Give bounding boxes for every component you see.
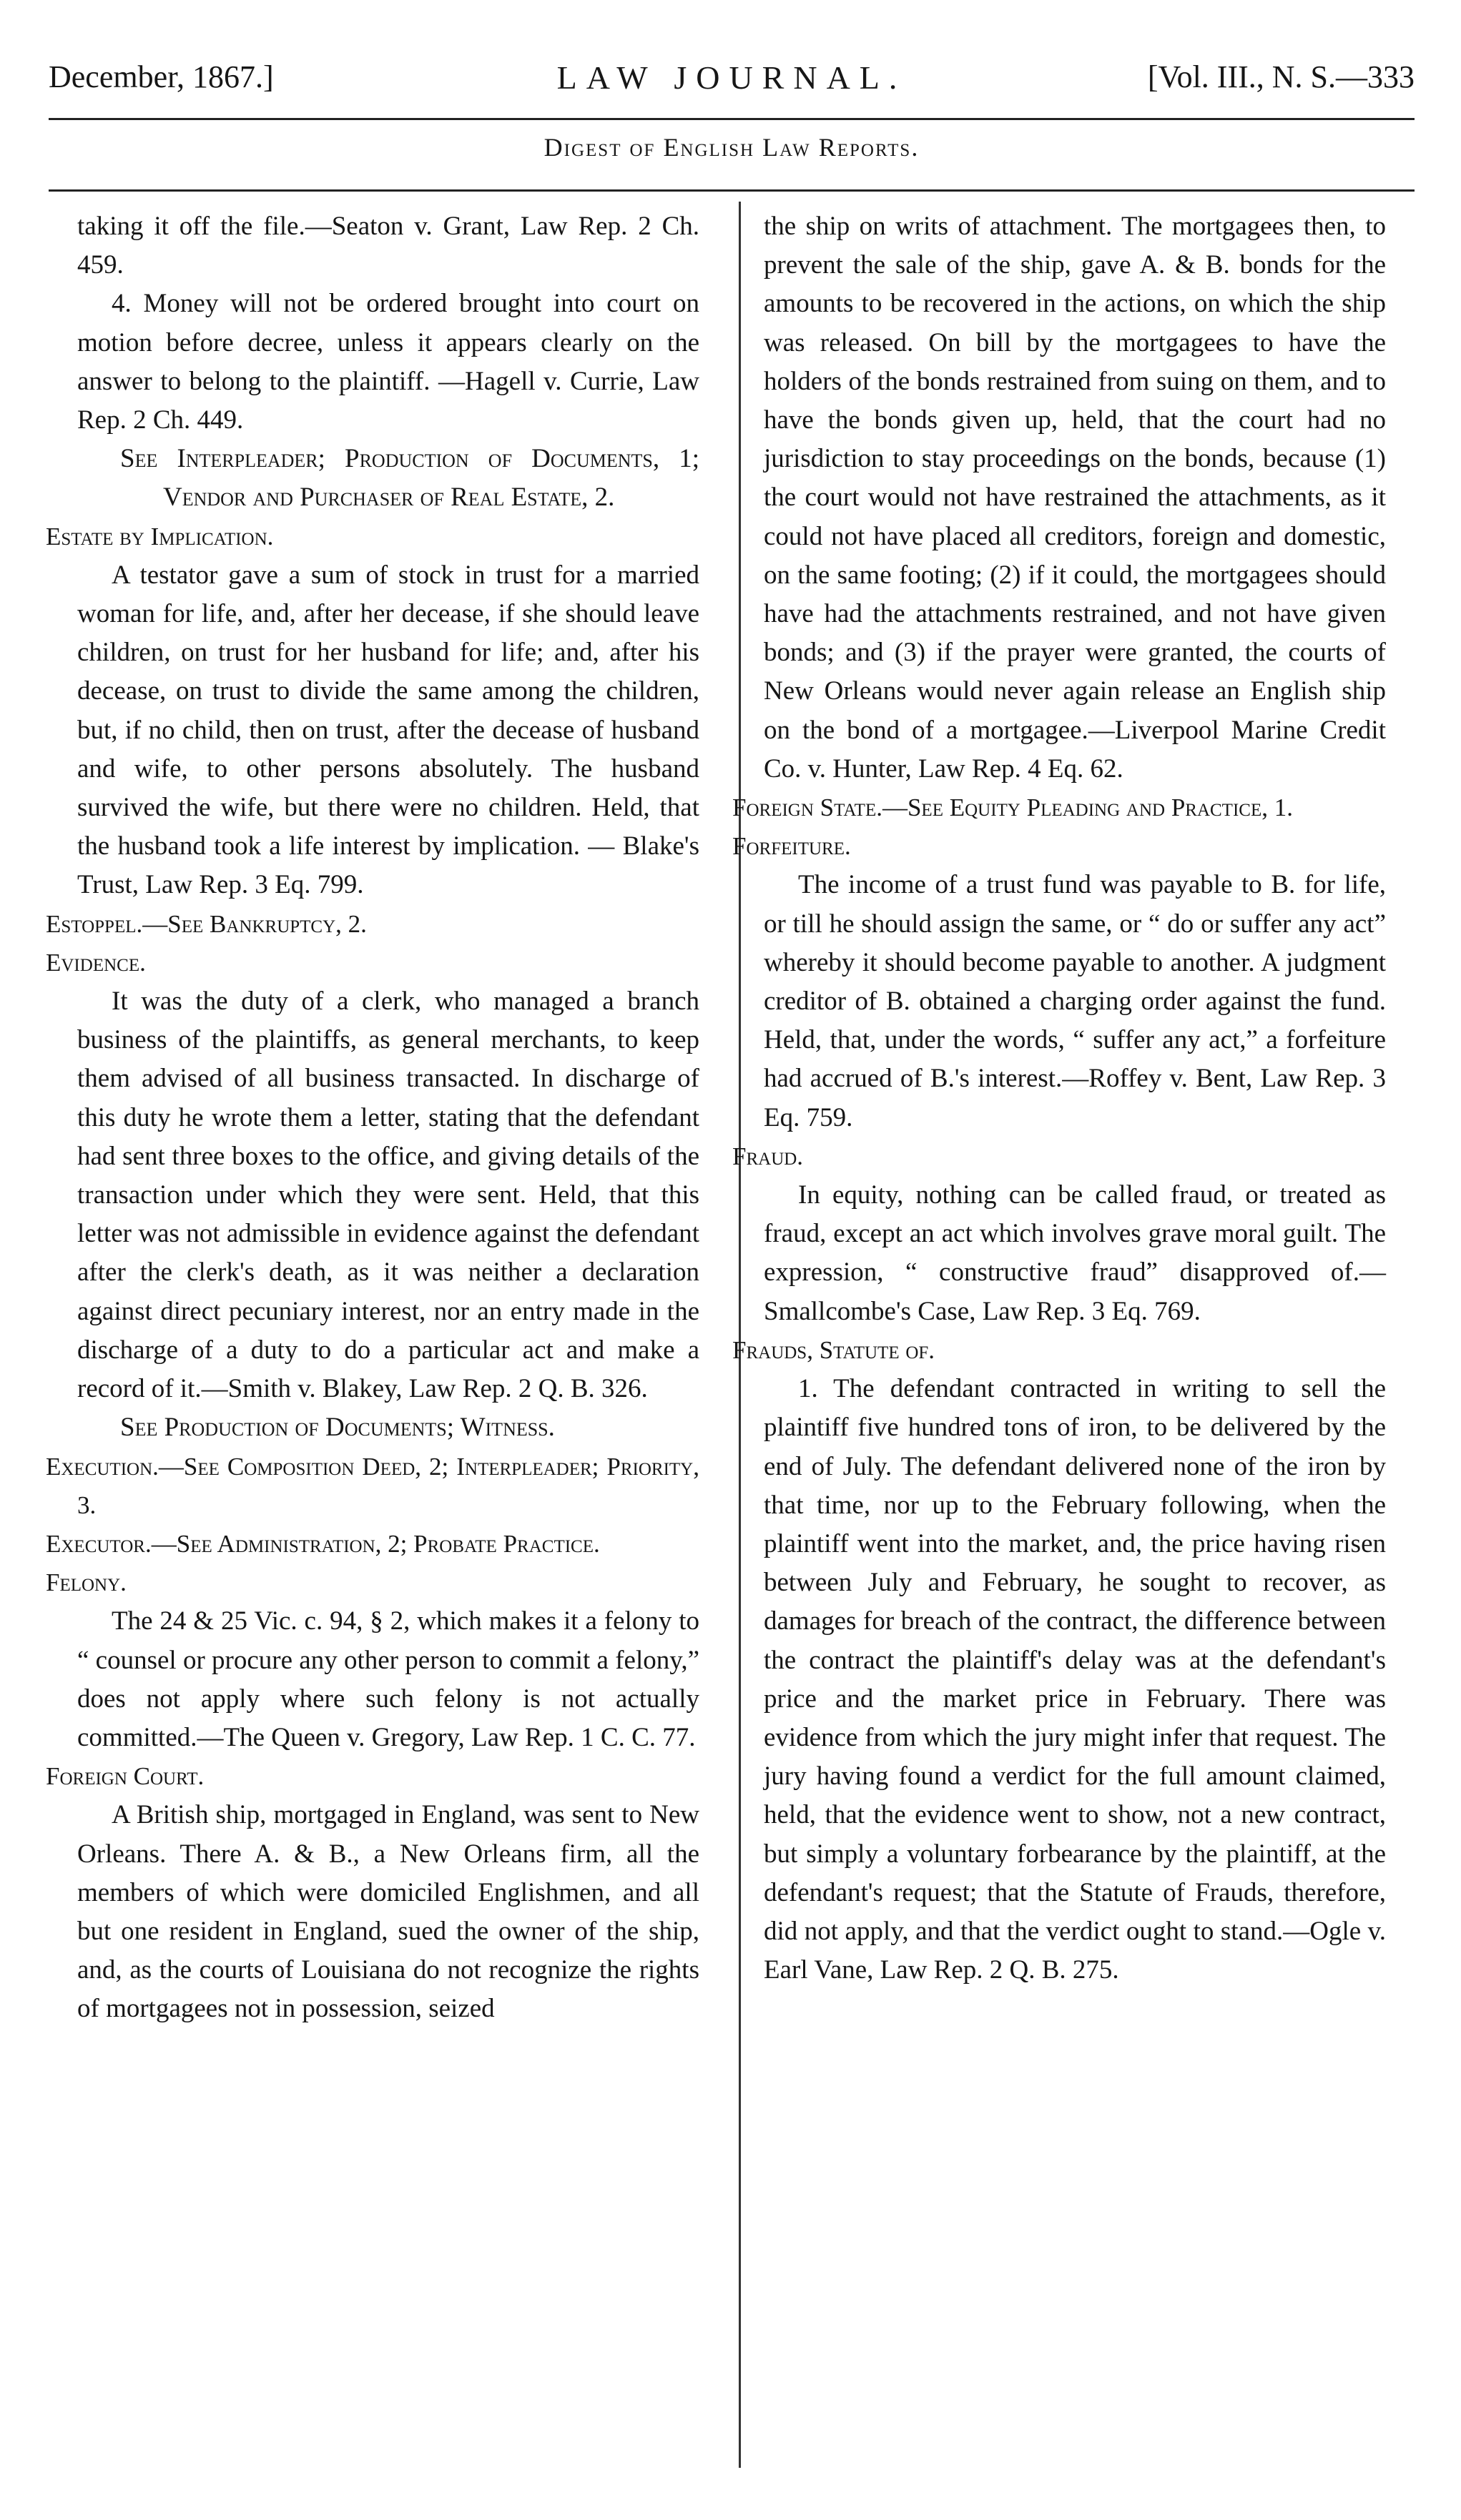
left-cross-reference: See Interpleader; Production of Documents, 1; Vendor and Purchaser of Real Estate, 2.: [120, 444, 699, 513]
header-volume: [Vol. III., N. S.—333: [1147, 59, 1415, 94]
right-heading: Fraud.: [732, 1142, 804, 1170]
header-rule: [49, 118, 1415, 120]
right-paragraph: The income of a trust fund was payable to B. for life, or till he should assign the same, or “ do or suffer any act” whereby it should become payable to another. A judgment creditor of B. obtained a charging order against the fund. Held, that, under the words, “ suffer any act,” a forfeiture had accrued of B.'s interest.—Roffey v. Bent, Law Rep. 3 Eq. 759.: [764, 870, 1386, 1132]
page: [46, 43, 1415, 2488]
right-column: [732, 207, 1386, 1990]
right-heading: Foreign State.—See Equity Pleading and Practice, 1.: [732, 794, 1293, 822]
left-paragraph: The 24 & 25 Vic. c. 94, § 2, which makes it a felony to “ counsel or procure any other person to commit a felony,” does not apply where such felony is not actually committed.—The Queen v. Gregory, Law Rep. 1 C. C. 77.: [77, 1606, 699, 1752]
left-heading: Evidence.: [46, 948, 146, 977]
left-heading: Executor.—See Administration, 2; Probate Practice.: [46, 1529, 600, 1558]
digest-title: Digest of English Law Reports.: [543, 133, 920, 162]
left-heading: Estate by Implication.: [46, 522, 274, 550]
right-paragraph: In equity, nothing can be called fraud, or treated as fraud, except an act which involves grave moral guilt. The expression, “ constructive fraud” disapproved of.—Smallcombe's Case, Law Rep. 3 Eq. 769.: [764, 1180, 1386, 1326]
left-heading: Estoppel.—See Bankruptcy, 2.: [46, 909, 367, 938]
left-paragraph: It was the duty of a clerk, who managed a branch business of the plaintiffs, as general merchants, to keep them advised of all business transacted. In discharge of this duty he wrote them a letter, stating that the defendant had sent three boxes to the office, and giving details of the transaction under which they were sent. Held, that this letter was not admissible in evidence against the defendant after the clerk's death, as it was neither a declaration against direct pecuniary interest, nor an entry made in the discharge of a duty to do a particular act and make a record of it.—Smith v. Blakey, Law Rep. 2 Q. B. 326.: [77, 987, 699, 1404]
left-paragraph: A British ship, mortgaged in England, was sent to New Orleans. There A. & B., a New Orleans firm, all the members of which were domiciled Englishmen, and all but one resident in England, sued the owner of the ship, and, as the courts of Louisiana do not recognize the rights of mortgagees not in possession, seized: [77, 1800, 699, 2024]
left-heading: Foreign Court.: [46, 1762, 205, 1791]
title-rule: [49, 189, 1415, 192]
left-paragraph: A testator gave a sum of stock in trust for a married woman for life, and, after her decease, if she should leave children, on trust for her husband for life; and, after his decease, on trust to divide the same among the children, but, if no child, then on trust, after the decease of husband and wife, to other persons absolutely. The husband survived the wife, but there were no children. Held, that the husband took a life interest by implication. — Blake's Trust, Law Rep. 3 Eq. 799.: [77, 560, 699, 900]
left-paragraph: 4. Money will not be ordered brought into court on motion before decree, unless it appears clearly on the answer to belong to the plaintiff. —Hagell v. Currie, Law Rep. 2 Ch. 449.: [77, 289, 699, 435]
header-date: December, 1867.]: [49, 59, 274, 94]
right-heading: Frauds, Statute of.: [732, 1335, 935, 1364]
left-continued-paragraph: taking it off the file.—Seaton v. Grant, Law Rep. 2 Ch. 459.: [77, 212, 699, 280]
running-header: [49, 59, 1415, 109]
left-cross-reference: See Production of Documents; Witness.: [120, 1413, 555, 1443]
header-journal-title: LAW JOURNAL.: [556, 59, 907, 96]
right-paragraph: 1. The defendant contracted in writing to sell the plaintiff five hundred tons of iron, to be delivered by the end of July. The defendant delivered none of the iron by that time, nor up to the February following, when the plaintiff went into the market, and, the price having risen between July and February, he sought to recover, as damages for breach of the contract, the difference between the contract the plaintiff's delay was at the defendant's price and the market price in February. There was evidence from which the jury might infer that request. The jury having found a verdict for the full amount claimed, held, that the evidence went to show, not a new contract, but simply a voluntary forbearance by the plaintiff, at the defendant's request; that the Statute of Frauds, therefore, did not apply, and that the verdict ought to stand.—Ogle v. Earl Vane, Law Rep. 2 Q. B. 275.: [764, 1374, 1386, 1985]
right-continued-paragraph: the ship on writs of attachment. The mortgagees then, to prevent the sale of the ship, gave A. & B. bonds for the amounts to be recovered in the actions, on which the ship was released. On bill by the mortgagees to have the holders of the bonds restrained from suing on them, and to have the bonds given up, held, that the court had no jurisdiction to stay proceedings on the bonds, because (1) the court would not have restrained the attachments, as it could not have placed all creditors, foreign and domestic, on the same footing; (2) if it could, the mortgagees should have had the attachments restrained, and not have given bonds; and (3) if the prayer were granted, the courts of New Orleans would never again release an English ship on the bond of a mortgagee.—Liverpool Marine Credit Co. v. Hunter, Law Rep. 4 Eq. 62.: [764, 212, 1386, 784]
left-column: [46, 207, 699, 2029]
left-heading: Execution.—See Composition Deed, 2; Interpleader; Priority, 3.: [46, 1452, 699, 1519]
right-heading: Forfeiture.: [732, 832, 851, 861]
left-heading: Felony.: [46, 1568, 127, 1597]
